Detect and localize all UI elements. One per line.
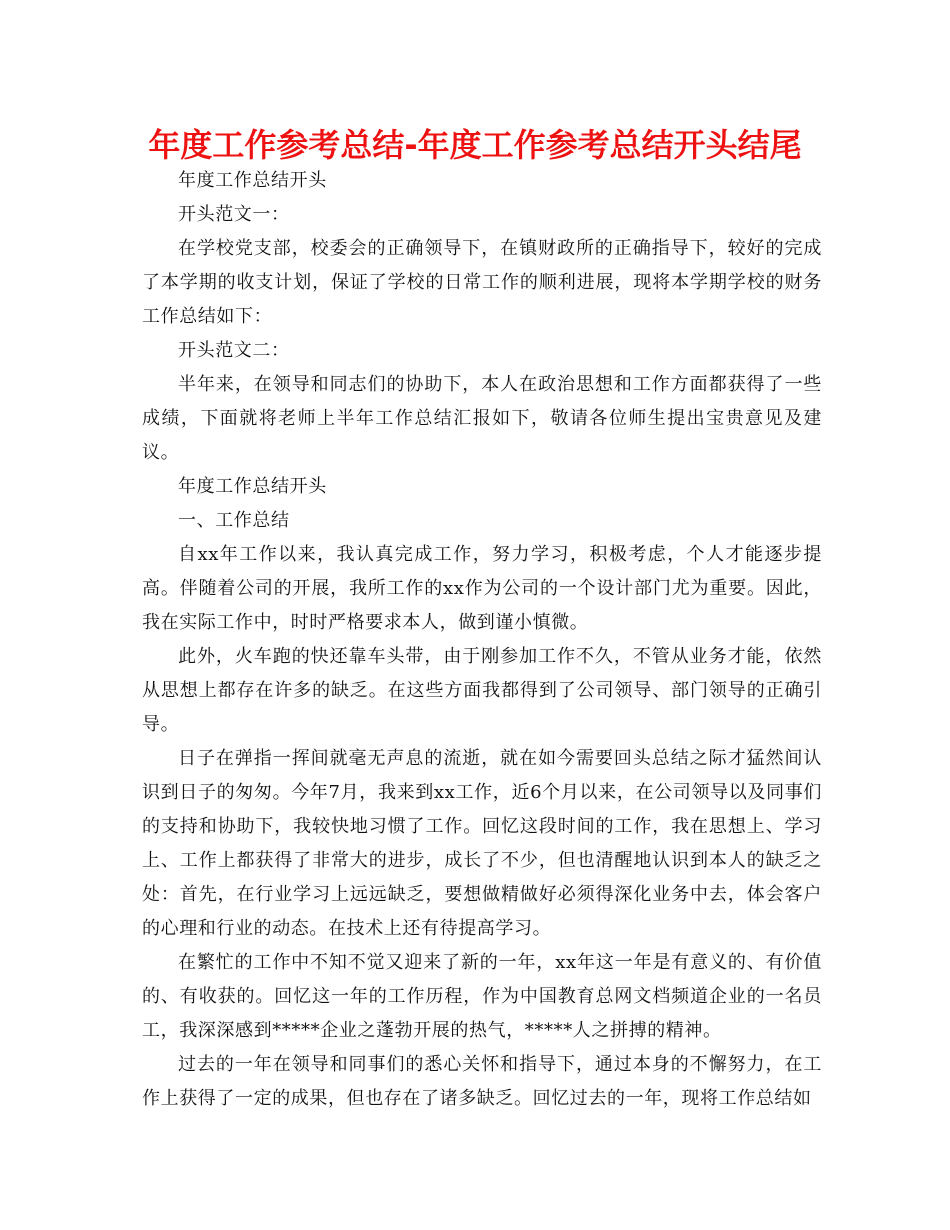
document-title: 年度工作参考总结-年度工作参考总结开头结尾 [148, 126, 802, 164]
paragraph: 半年来，在领导和同志们的协助下，本人在政治思想和工作方面都获得了一些成绩，下面就将老师上半年工作总结汇报如下，敬请各位师生提出宝贵意见及建议。 [142, 374, 822, 463]
paragraph: 此外，火车跑的快还靠车头带，由于刚参加工作不久，不管从业务才能，依然从思想上都存在许多的缺乏。在这些方面我都得到了公司领导、部门领导的正确引导。 [142, 646, 822, 735]
paragraph: 开头范文二： [178, 340, 290, 361]
paragraph: 一、工作总结 [178, 510, 290, 531]
document-body [142, 164, 822, 1116]
paragraph: 开头范文一： [178, 204, 290, 225]
paragraph: 日子在弹指一挥间就毫无声息的流逝，就在如今需要回头总结之际才猛然间认识到日子的匆匆。今年7月，我来到xx工作，近6个月以来，在公司领导以及同事们的支持和协助下，我较快地习惯了工作。回忆这段时间的工作，我在思想上、学习上、工作上都获得了非常大的进步，成长了不少，但也清醒地认识到本人的缺乏之处：首先，在行业学习上远远缺乏，要想做精做好必须得深化业务中去，体会客户的心理和行业的动态。在技术上还有待提高学习。 [142, 748, 822, 939]
paragraph: 年度工作总结开头 [178, 170, 327, 191]
paragraph: 自xx年工作以来，我认真完成工作，努力学习，积极考虑，个人才能逐步提高。伴随着公司的开展，我所工作的xx作为公司的一个设计部门尤为重要。因此，我在实际工作中，时时严格要求本人，做到谨小慎微。 [142, 544, 822, 633]
paragraph: 年度工作总结开头 [178, 476, 327, 497]
paragraph: 在学校党支部，校委会的正确领导下，在镇财政所的正确指导下，较好的完成了本学期的收支计划，保证了学校的日常工作的顺利进展，现将本学期学校的财务工作总结如下： [142, 238, 822, 327]
paragraph: 过去的一年在领导和同事们的悉心关怀和指导下，通过本身的不懈努力，在工作上获得了一定的成果，但也存在了诸多缺乏。回忆过去的一年，现将工作总结如 [142, 1054, 822, 1109]
paragraph: 在繁忙的工作中不知不觉又迎来了新的一年，xx年这一年是有意义的、有价值的、有收获的。回忆这一年的工作历程，作为中国教育总网文档频道企业的一名员工，我深深感到*****企业之蓬勃开展的热气，*****人之拼搏的精神。 [142, 952, 822, 1041]
